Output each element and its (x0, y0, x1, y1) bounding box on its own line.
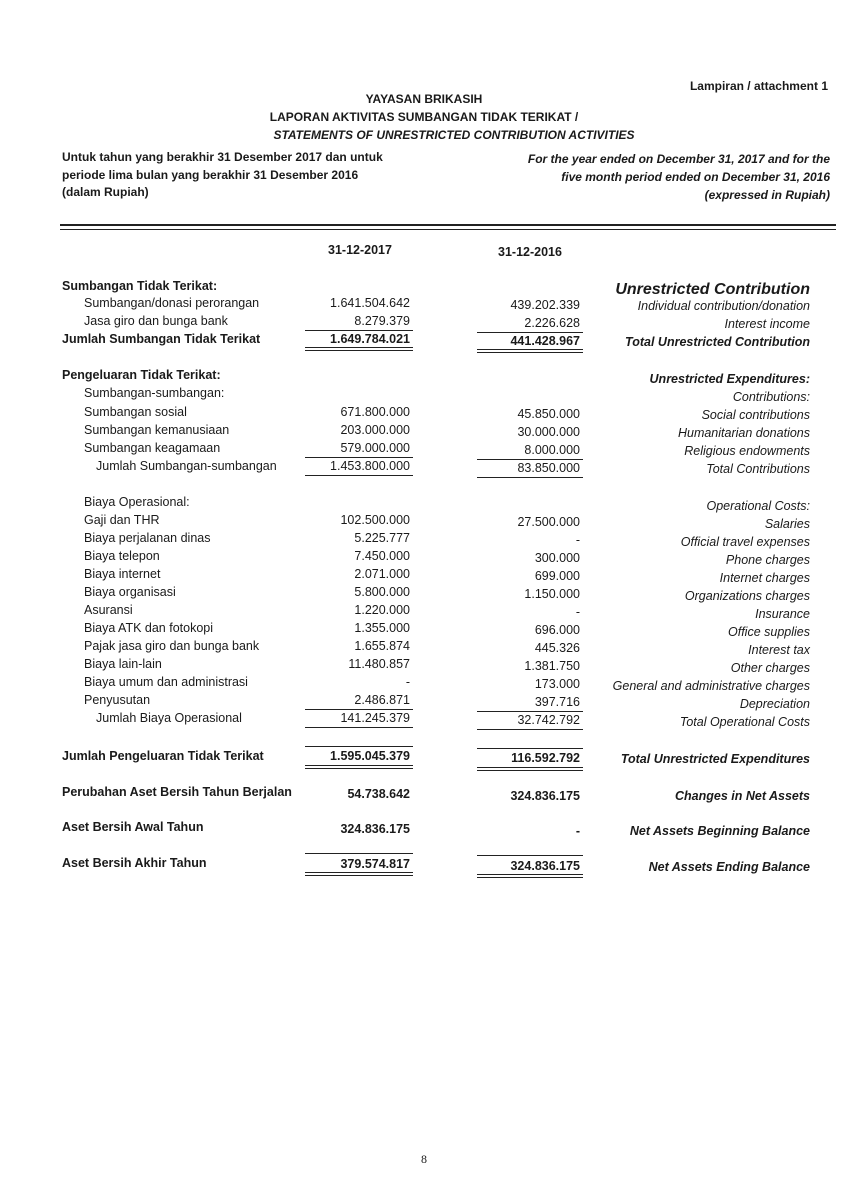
row-label-en: Individual contribution/donation (637, 299, 810, 313)
subtotal-rule (305, 727, 413, 728)
subtotal-rule (305, 457, 413, 458)
row-label: Sumbangan/donasi perorangan (84, 296, 260, 310)
total-row-label: Jumlah Pengeluaran Tidak Terikat (62, 749, 264, 763)
row-value-2016: 1.381.750 (524, 659, 580, 673)
period-en-line-2: five month period ended on December 31, 2016 (561, 170, 830, 184)
section-heading-en: Unrestricted Contribution (615, 281, 810, 298)
row-label: Jasa giro dan bunga bank (84, 314, 228, 328)
section-heading: Pengeluaran Tidak Terikat: (62, 368, 221, 382)
row-value-2016: - (575, 605, 580, 619)
row-label-en: Official travel expenses (680, 535, 810, 549)
row-label-en: Interest tax (748, 643, 810, 657)
subsection-heading: Biaya Operasional: (84, 495, 190, 509)
row-label: Sumbangan sosial (84, 405, 187, 419)
row-label: Asuransi (84, 603, 133, 617)
row-value-2016: 696.000 (534, 623, 580, 637)
row-label-en: Humanitarian donations (677, 426, 810, 440)
row-value-2016: 30.000.000 (517, 425, 580, 439)
subsection-heading-en: Operational Costs: (706, 499, 810, 513)
row-value-2016: 45.850.000 (517, 407, 580, 421)
section-heading: Sumbangan Tidak Terikat: (62, 279, 218, 293)
total-row-label: Aset Bersih Awal Tahun (62, 820, 204, 834)
total-top-rule (477, 855, 583, 856)
total-row-label-en: Total Unrestricted Contribution (625, 335, 810, 349)
row-label-en: Internet charges (719, 571, 810, 585)
total-value-2016: 441.428.967 (510, 334, 580, 348)
row-value-2016: 1.150.000 (524, 587, 580, 601)
subtotal-rule (477, 711, 583, 712)
row-value-2017: 5.800.000 (354, 585, 410, 599)
row-value-2017: 671.800.000 (340, 405, 410, 419)
row-label-en: Social contributions (701, 408, 810, 422)
row-label-en: Other charges (730, 661, 810, 675)
row-value-2017: 579.000.000 (340, 441, 410, 455)
total-row-label: Aset Bersih Akhir Tahun (62, 856, 207, 870)
row-label-en: Religious endowments (684, 444, 810, 458)
row-label-en: Salaries (764, 517, 810, 531)
organization-name: YAYASAN BRIKASIH (365, 92, 483, 106)
row-label: Gaji dan THR (84, 513, 160, 527)
subtotal-value-2016: 32.742.792 (517, 713, 580, 727)
header-rule-thick (60, 224, 836, 226)
subtotal-row-label: Jumlah Sumbangan-sumbangan (96, 459, 277, 473)
column-header-2016: 31-12-2016 (498, 245, 562, 259)
report-title-id: LAPORAN AKTIVITAS SUMBANGAN TIDAK TERIKAT / (269, 110, 579, 124)
total-row-label-en: Net Assets Beginning Balance (629, 824, 810, 838)
row-value-2017: 2.071.000 (354, 567, 410, 581)
row-value-2017: 1.655.874 (354, 639, 410, 653)
subtotal-value-2017: 141.245.379 (340, 711, 410, 725)
subtotal-rule (477, 729, 583, 730)
total-double-rule (305, 347, 413, 351)
row-value-2017: 8.279.379 (354, 314, 410, 328)
total-row-label-en: Net Assets Ending Balance (648, 860, 810, 874)
subtotal-rule (305, 709, 413, 710)
row-value-2017: 1.641.504.642 (330, 296, 410, 310)
row-label: Biaya ATK dan fotokopi (84, 621, 214, 635)
row-label: Biaya lain-lain (84, 657, 162, 671)
subtotal-rule (305, 475, 413, 476)
row-value-2016: 397.716 (534, 695, 580, 709)
subtotal-value-2016: 83.850.000 (517, 461, 580, 475)
row-value-2017: 1.220.000 (354, 603, 410, 617)
total-top-rule (305, 853, 413, 854)
total-value-2016: 324.836.175 (510, 789, 580, 803)
row-label: Sumbangan keagamaan (84, 441, 221, 455)
subtotal-row-label-en: Total Operational Costs (679, 715, 810, 729)
total-row-label-en: Changes in Net Assets (675, 789, 810, 803)
period-id-line-3: (dalam Rupiah) (62, 185, 149, 199)
subtotal-rule (477, 459, 583, 460)
row-label: Pajak jasa giro dan bunga bank (84, 639, 260, 653)
row-label: Penyusutan (84, 693, 151, 707)
total-top-rule (305, 746, 413, 747)
subsection-heading-en: Contributions: (732, 390, 810, 404)
subtotal-rule (305, 330, 413, 331)
attachment-label: Lampiran / attachment 1 (689, 79, 828, 93)
row-label: Biaya organisasi (84, 585, 176, 599)
subsection-heading: Sumbangan-sumbangan: (84, 386, 225, 400)
row-label-en: General and administrative charges (612, 679, 810, 693)
total-row-label: Perubahan Aset Bersih Tahun Berjalan (62, 785, 292, 799)
row-value-2016: 439.202.339 (510, 298, 580, 312)
total-value-2016: 116.592.792 (511, 751, 580, 765)
subtotal-rule (477, 332, 583, 333)
row-value-2016: 173.000 (534, 677, 580, 691)
row-value-2016: - (575, 533, 580, 547)
row-label: Biaya internet (84, 567, 161, 581)
row-value-2016: 445.326 (534, 641, 580, 655)
total-value-2016: - (575, 824, 580, 838)
row-label: Biaya umum dan administrasi (84, 675, 248, 689)
subtotal-value-2017: 1.453.800.000 (330, 459, 410, 473)
total-double-rule (477, 874, 583, 878)
period-en-line-3: (expressed in Rupiah) (704, 188, 830, 202)
period-en-line-1: For the year ended on December 31, 2017 and for the (527, 152, 830, 166)
row-value-2016: 699.000 (534, 569, 580, 583)
subtotal-row-label-en: Total Contributions (706, 462, 810, 476)
total-double-rule (477, 349, 583, 353)
total-value-2017: 379.574.817 (340, 857, 410, 871)
row-value-2016: 2.226.628 (524, 316, 580, 330)
subtotal-row-label: Jumlah Biaya Operasional (96, 711, 242, 725)
row-label: Biaya perjalanan dinas (84, 531, 211, 545)
row-value-2017: 5.225.777 (354, 531, 410, 545)
page-number: 8 (421, 1152, 427, 1166)
total-value-2017: 1.595.045.379 (330, 749, 410, 763)
total-double-rule (477, 767, 583, 771)
period-id-line-2: periode lima bulan yang berakhir 31 Desember 2016 (62, 168, 359, 182)
column-header-2017: 31-12-2017 (328, 243, 392, 257)
row-label: Biaya telepon (84, 549, 160, 563)
total-double-rule (305, 872, 413, 876)
row-value-2016: 27.500.000 (517, 515, 580, 529)
row-value-2017: 2.486.871 (354, 693, 410, 707)
row-value-2016: 300.000 (534, 551, 580, 565)
section-heading-en: Unrestricted Expenditures: (649, 372, 810, 386)
total-row-label: Jumlah Sumbangan Tidak Terikat (62, 332, 261, 346)
row-label-en: Organizations charges (684, 589, 810, 603)
period-id-line-1: Untuk tahun yang berakhir 31 Desember 2017 dan untuk (62, 150, 383, 164)
total-top-rule (477, 748, 583, 749)
row-label-en: Insurance (755, 607, 810, 621)
total-value-2017: 1.649.784.021 (330, 332, 410, 346)
row-value-2017: 7.450.000 (354, 549, 410, 563)
row-value-2017: 203.000.000 (340, 423, 410, 437)
row-label-en: Depreciation (739, 697, 810, 711)
row-value-2016: 8.000.000 (524, 443, 580, 457)
total-value-2016: 324.836.175 (510, 859, 580, 873)
row-value-2017: 102.500.000 (340, 513, 410, 527)
subtotal-rule (477, 477, 583, 478)
row-value-2017: 1.355.000 (354, 621, 410, 635)
total-row-label-en: Total Unrestricted Expenditures (620, 752, 810, 766)
report-title-en: STATEMENTS OF UNRESTRICTED CONTRIBUTION ACTIVITIES (273, 128, 635, 142)
row-label-en: Office supplies (728, 625, 810, 639)
row-label: Sumbangan kemanusiaan (84, 423, 230, 437)
row-label-en: Interest income (724, 317, 810, 331)
total-value-2017: 54.738.642 (347, 787, 410, 801)
header-rule-thin (60, 229, 836, 230)
row-value-2017: 11.480.857 (348, 657, 410, 671)
total-double-rule (305, 765, 413, 769)
row-value-2017: - (405, 675, 410, 689)
row-label-en: Phone charges (725, 553, 810, 567)
total-value-2017: 324.836.175 (340, 822, 410, 836)
